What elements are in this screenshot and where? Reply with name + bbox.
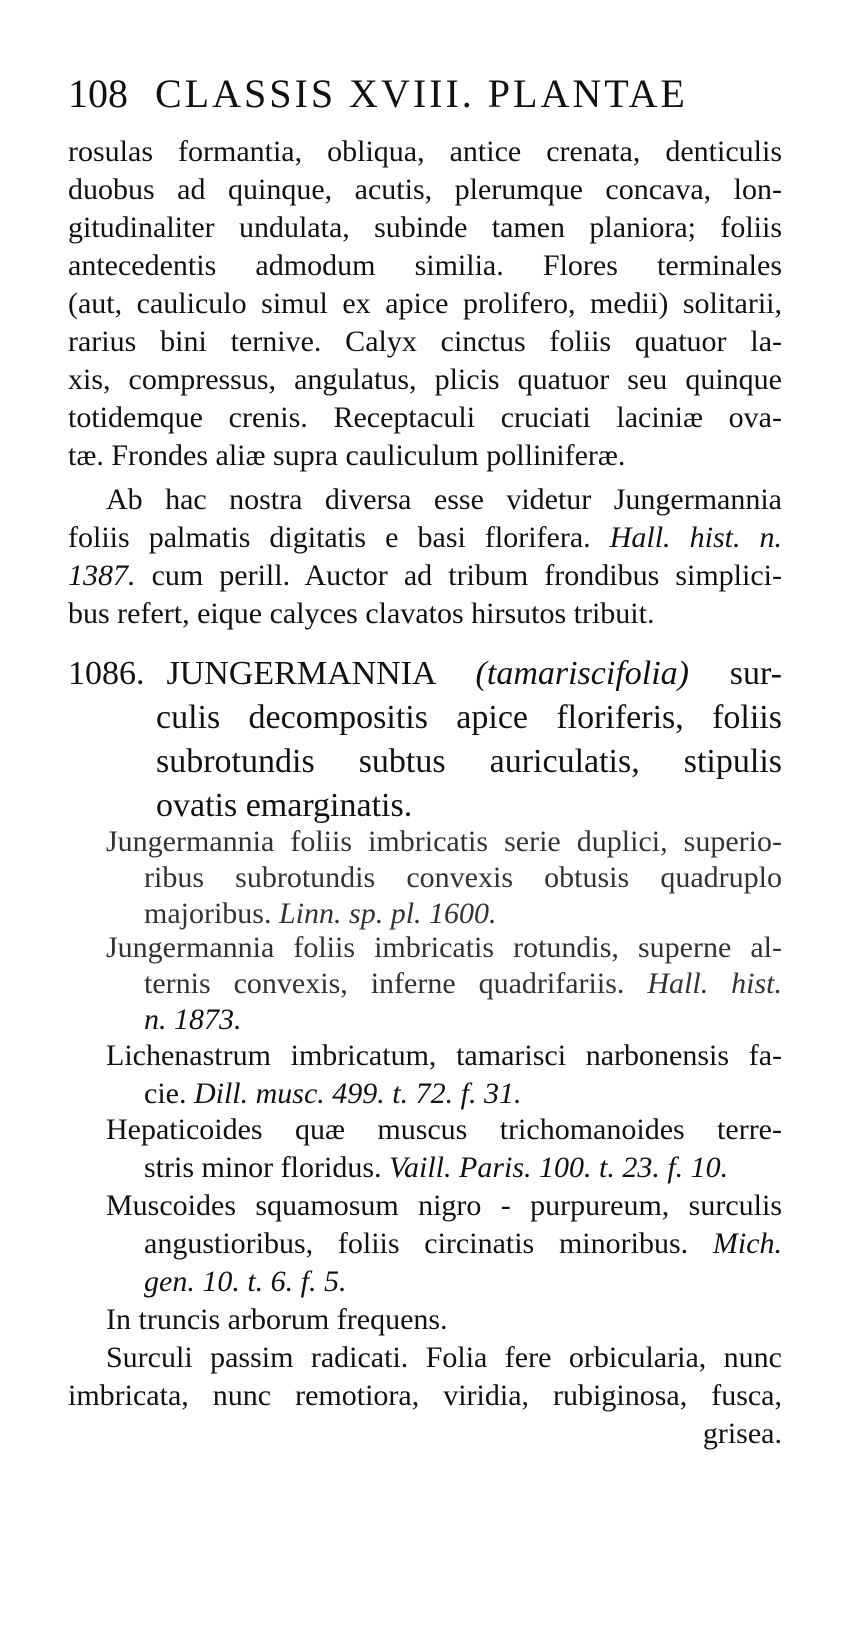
citation: Linn. sp. pl. 1600. (279, 897, 497, 930)
heading-line (68, 652, 782, 696)
text-line: totidemque crenis. Receptaculi cruciati laciniæ ova- (68, 401, 782, 434)
text-line: bus refert, eique calyces clavatos hirsutos tribuit. (68, 597, 655, 630)
text-line (144, 1148, 782, 1188)
page-number: 108 (68, 71, 128, 116)
citation: Vaill. Paris. 100. t. 23. f. 10. (389, 1151, 729, 1184)
heading-text: sur- (729, 655, 782, 692)
citation: Hall. hist. n. (609, 521, 783, 554)
text-line: Jungermannia foliis imbricatis serie duplici, superio- (106, 825, 782, 858)
synonym-text: stris minor floridus. (144, 1151, 382, 1184)
text-line: Surculi passim radicati. Folia fere orbicularia, nunc (106, 1341, 782, 1374)
text-line: grisea. (702, 1417, 782, 1450)
synonym-text: ternis convexis, inferne quadrifariis. (144, 967, 625, 1000)
text-line: rarius bini ternive. Calyx cinctus foliis quatuor la- (68, 325, 782, 358)
citation: n. 1873. (144, 1003, 242, 1036)
synonym-text: cie. (144, 1077, 187, 1110)
habitat-text: In truncis arborum frequens. (106, 1303, 448, 1336)
text-line: imbricata, nunc remotiora, viridia, rubiginosa, fusca, (68, 1379, 782, 1412)
text-line: gitudinaliter undulata, subinde tamen planiora; foliis (68, 211, 782, 244)
genus-name: JUNGERMANNIA (166, 655, 435, 692)
heading-line: culis decompositis apice floriferis, foliis (156, 699, 782, 736)
text-line: Lichenastrum imbricatum, tamarisci narbonensis fa- (106, 1039, 782, 1072)
synonym-text: majoribus. (144, 897, 272, 930)
text-line: Muscoides squamosum nigro - purpureum, surculis (106, 1189, 782, 1222)
text-line (144, 1262, 782, 1302)
citation: Hall. hist. (647, 967, 782, 1000)
note-text: cum perill. Auctor ad tribum frondibus simplici- (151, 559, 782, 592)
text-line: rosulas formantia, obliqua, antice crenata, denticulis (68, 135, 782, 168)
note-text: foliis palmatis digitatis e basi florifera. (68, 521, 591, 554)
citation: gen. 10. t. 6. f. 5. (144, 1265, 347, 1298)
text-line: xis, compressus, angulatus, plicis quatuor seu quinque (68, 363, 782, 396)
text-line: antecedentis admodum similia. Flores terminales (68, 249, 782, 282)
text-line (68, 556, 782, 596)
text-line (68, 518, 782, 558)
heading-line: subrotundis subtus auriculatis, stipulis (156, 743, 782, 780)
entry-number: 1086. (68, 655, 145, 692)
text-line (144, 1074, 782, 1114)
text-line: duobus ad quinque, acutis, plerumque concava, lon- (68, 173, 782, 206)
text-line: (aut, cauliculo simul ex apice prolifero, medii) solitarii, (68, 287, 782, 320)
text-line: Ab hac nostra diversa esse videtur Jungermannia (106, 483, 782, 516)
text-line: Jungermannia foliis imbricatis rotundis, superne al- (106, 931, 782, 964)
text-line: tæ. Frondes aliæ supra cauliculum polliniferæ. (68, 439, 626, 472)
text-line (144, 1224, 782, 1264)
text-line: Hepaticoides quæ muscus trichomanoides terre- (106, 1113, 782, 1146)
citation: Mich. (712, 1227, 783, 1260)
citation: Dill. musc. 499. t. 72. f. 31. (193, 1077, 522, 1110)
synonym-text: angustioribus, foliis circinatis minoribus. (144, 1227, 689, 1260)
running-header (68, 70, 788, 117)
text-line: ribus subrotundis convexis obtusis quadruplo (144, 861, 782, 894)
species-epithet: (tamariscifolia) (475, 655, 689, 692)
text-line (144, 964, 782, 1004)
text-line (144, 1000, 782, 1040)
heading-line: ovatis emarginatis. (156, 787, 413, 824)
running-title: CLASSIS XVIII. PLANTAE (155, 71, 688, 116)
citation: 1387. (68, 559, 136, 592)
